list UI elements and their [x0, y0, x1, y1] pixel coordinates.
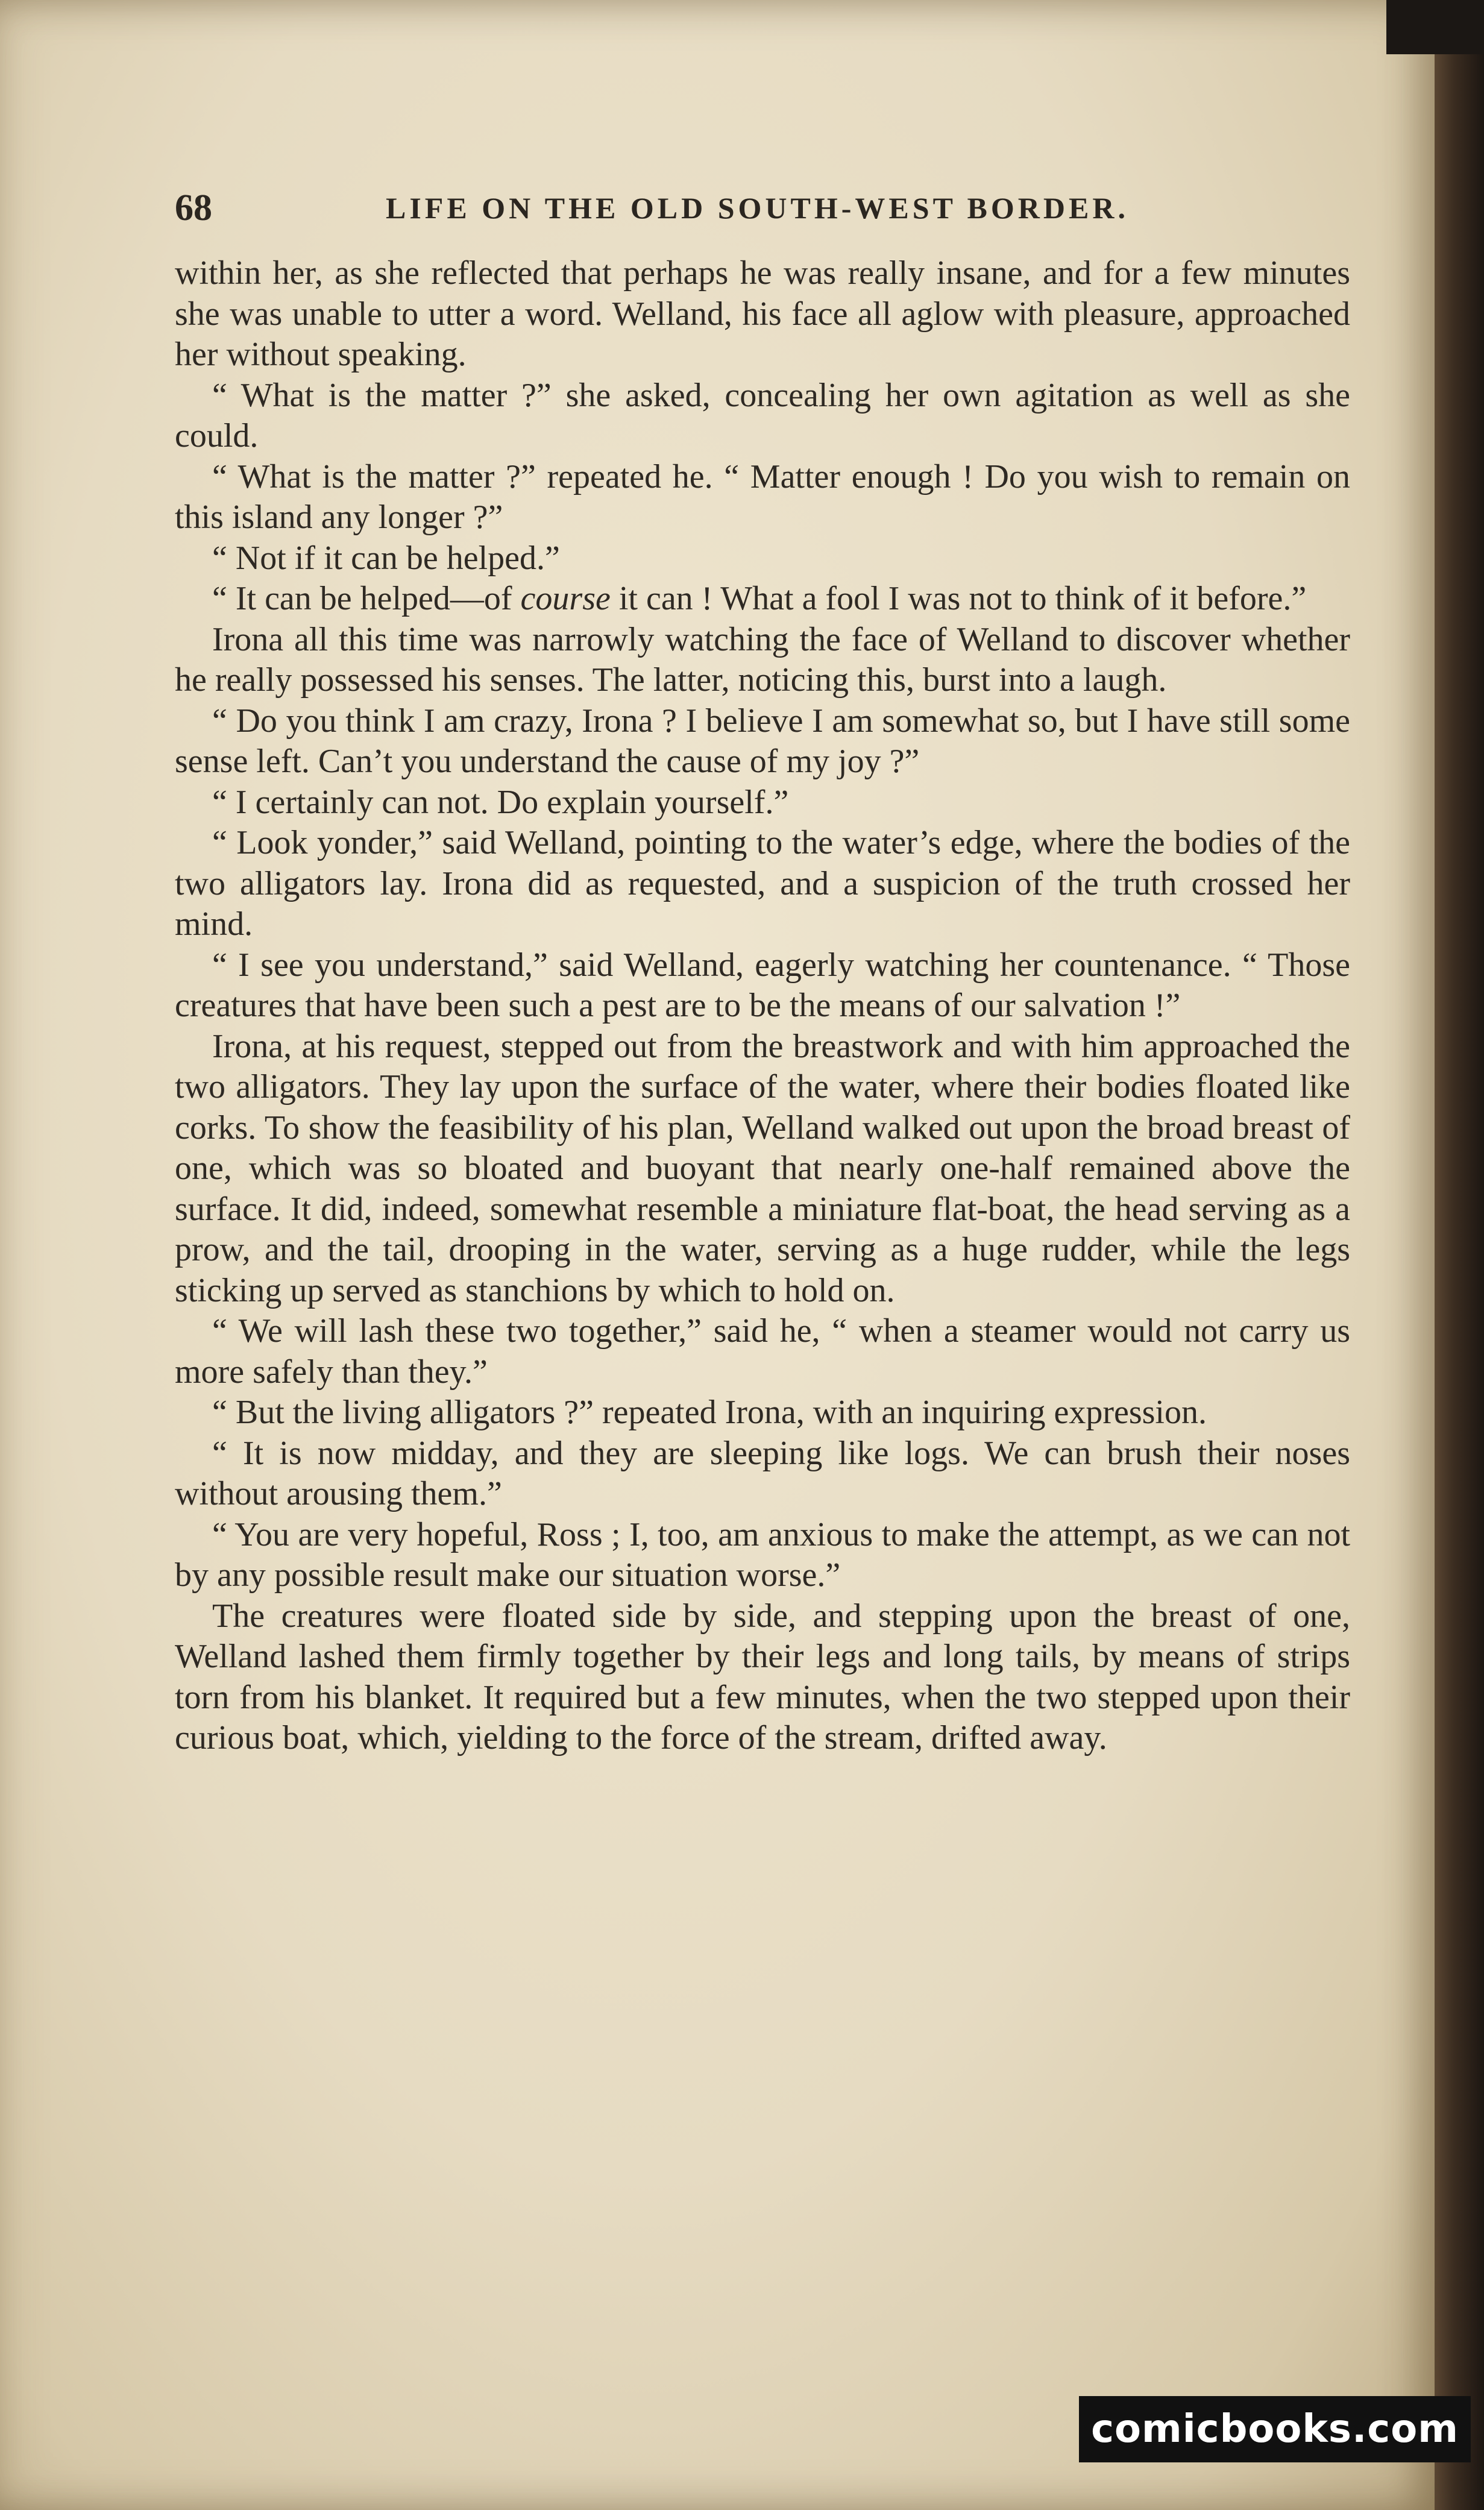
paragraph: “ What is the matter ?” she asked, concealing her own agitation as well as she could.	[175, 376, 1350, 455]
page-number: 68	[175, 187, 212, 228]
paragraph: “ Look yonder,” said Welland, pointing to the water’s edge, where the bodies of the two alligators lay. Irona did as requested, and a suspicion of the truth crossed her mind.	[175, 824, 1350, 943]
paragraph-lead: “ It can be helped—of	[212, 580, 521, 617]
running-head: LIFE ON THE OLD SOUTH-WEST BORDER.	[386, 191, 1129, 225]
paragraph: “ Not if it can be helped.”	[212, 539, 560, 577]
body-text	[175, 253, 1350, 1759]
paragraph: “ Do you think I am crazy, Irona ? I believe I am somewhat so, but I have still some sense left. Can’t you understand the cause of my joy ?”	[175, 702, 1350, 780]
watermark: comicbooks.com	[1079, 2396, 1471, 2462]
dark-corner	[1386, 0, 1484, 54]
paragraph: Irona, at his request, stepped out from the breastwork and with him approached the two alligators. They lay upon the surface of the water, where their bodies floated like corks. To show the feasibility of his plan, Welland walked out upon the broad breast of one, which was so bloated and buoyant that nearly one-half remained above the surface. It did, indeed, somewhat resemble a miniature flat-boat, the head serving as a prow, and the tail, drooping in the water, serving as a huge rudder, while the legs sticking up served as stanchions by which to hold on.	[175, 1027, 1350, 1309]
italic-word: course	[520, 580, 611, 617]
paragraph: within her, as she reflected that perhaps he was really insane, and for a few minutes she was unable to utter a word. Welland, his face all aglow with pleasure, approached her without speaking.	[175, 254, 1350, 373]
paragraph	[175, 579, 1350, 620]
paragraph: “ What is the matter ?” repeated he. “ Matter enough ! Do you wish to remain on this island any longer ?”	[175, 458, 1350, 536]
paragraph: The creatures were floated side by side, and stepping upon the breast of one, Welland lashed them firmly together by their legs and long tails, by means of strips torn from his blanket. It required but a few minutes, when the two stepped upon their curious boat, which, yielding to the force of the stream, drifted away.	[175, 1597, 1350, 1757]
paragraph-tail: it can ! What a fool I was not to think of it before.”	[610, 580, 1307, 617]
paragraph: “ But the living alligators ?” repeated Irona, with an inquiring expression.	[212, 1394, 1207, 1431]
paragraph: “ I see you understand,” said Welland, eagerly watching her countenance. “ Those creatures that have been such a pest are to be the means of our salvation !”	[175, 946, 1350, 1024]
paragraph: “ It is now midday, and they are sleeping like logs. We can brush their noses without arousing them.”	[175, 1434, 1350, 1512]
paragraph: “ We will lash these two together,” said he, “ when a steamer would not carry us more safely than they.”	[175, 1312, 1350, 1391]
paragraph: “ I certainly can not. Do explain yourself.”	[212, 783, 789, 821]
paragraph: “ You are very hopeful, Ross ; I, too, am anxious to make the attempt, as we can not by any possible result make our situation worse.”	[175, 1515, 1350, 1594]
paragraph: Irona all this time was narrowly watching the face of Welland to discover whether he really possessed his senses. The latter, noticing this, burst into a laugh.	[175, 620, 1350, 699]
book-spine	[1435, 0, 1484, 2510]
page-header	[175, 181, 1350, 235]
